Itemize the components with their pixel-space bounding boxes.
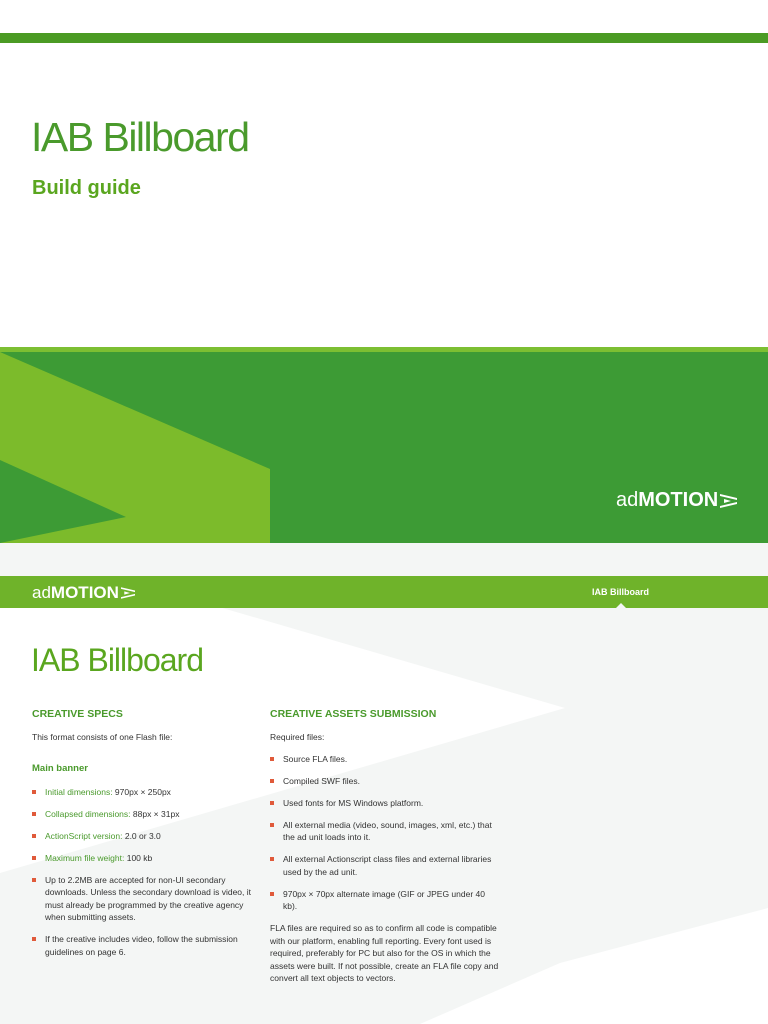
specs-list bbox=[32, 786, 257, 959]
bullet-square-icon bbox=[32, 790, 36, 794]
header-notch-indicator bbox=[616, 603, 626, 608]
required-file-text: Source FLA files. bbox=[283, 753, 348, 764]
required-file-text: Used fonts for MS Windows platform. bbox=[283, 797, 424, 808]
spec-item bbox=[32, 852, 257, 865]
main-banner-heading: Main banner bbox=[32, 763, 88, 774]
bullet-square-icon bbox=[32, 812, 36, 816]
required-files-intro: Required files: bbox=[270, 731, 325, 742]
spec-item bbox=[32, 808, 257, 821]
spec-note-text: Up to 2.2MB are accepted for non-UI secondary downloads. Unless the secondary download is video, it must already be programmed by the creative agency when submitting assets. bbox=[45, 874, 252, 922]
bullet-square-icon bbox=[32, 878, 36, 882]
required-file-text: All external media (video, sound, images, xml, etc.) that the ad unit loads into it. bbox=[283, 819, 492, 842]
spec-key: ActionScript version: bbox=[45, 830, 123, 841]
logo-ad-text: ad bbox=[32, 583, 51, 602]
creative-assets-column bbox=[270, 708, 500, 985]
logo-arrow-icon bbox=[720, 494, 737, 508]
required-file-item bbox=[270, 753, 500, 766]
spec-item bbox=[32, 786, 257, 799]
creative-specs-intro: This format consists of one Flash file: bbox=[32, 731, 173, 742]
logo-arrow-icon bbox=[121, 587, 135, 599]
logo-ad-text: ad bbox=[616, 489, 639, 511]
page-title: IAB Billboard bbox=[31, 642, 203, 678]
required-file-item bbox=[270, 819, 500, 844]
spec-note-text: If the creative includes video, follow the submission guidelines on page 6. bbox=[45, 934, 238, 957]
cover-banner bbox=[0, 347, 768, 543]
fla-requirement-note: FLA files are required so as to confirm all code is compatible with our platform, enabling full reporting. Every font used is required, preferably for PC but also for the OS in which the assets were built. If not possible, create an FLA file copy and convert all text objects to vectors. bbox=[270, 923, 499, 983]
spec-value: 970px × 250px bbox=[112, 786, 171, 797]
bullet-square-icon bbox=[270, 779, 274, 783]
cover-title: IAB Billboard bbox=[31, 114, 249, 160]
admotion-logo-large bbox=[616, 489, 737, 512]
bullet-square-icon bbox=[270, 892, 274, 896]
required-file-text: 970px × 70px alternate image (GIF or JPEG under 40 kb). bbox=[283, 888, 485, 911]
required-file-item bbox=[270, 888, 500, 913]
logo-motion-text: MOTION bbox=[638, 489, 719, 511]
bullet-square-icon bbox=[32, 937, 36, 941]
creative-specs-heading: CREATIVE SPECS bbox=[32, 708, 123, 720]
cover-subtitle: Build guide bbox=[32, 177, 141, 199]
top-green-rule bbox=[0, 33, 768, 43]
spec-key: Maximum file weight: bbox=[45, 852, 125, 863]
bullet-square-icon bbox=[270, 801, 274, 805]
spec-note bbox=[32, 933, 257, 958]
admotion-logo-small bbox=[32, 583, 135, 603]
required-file-text: All external Actionscript class files and external libraries used by the ad unit. bbox=[283, 854, 492, 877]
spec-key: Collapsed dimensions: bbox=[45, 808, 131, 819]
bullet-square-icon bbox=[32, 856, 36, 860]
bullet-square-icon bbox=[32, 834, 36, 838]
banner-graphic bbox=[0, 347, 768, 543]
required-file-item bbox=[270, 797, 500, 810]
required-files-list bbox=[270, 753, 500, 913]
spec-note bbox=[32, 874, 257, 924]
creative-specs-column bbox=[32, 708, 257, 968]
logo-motion-text: MOTION bbox=[50, 583, 119, 602]
header-section-label: IAB Billboard bbox=[592, 587, 650, 597]
spec-item bbox=[32, 830, 257, 843]
creative-assets-heading: CREATIVE ASSETS SUBMISSION bbox=[270, 708, 437, 720]
bullet-square-icon bbox=[270, 757, 274, 761]
required-file-text: Compiled SWF files. bbox=[283, 775, 360, 786]
bullet-square-icon bbox=[270, 823, 274, 827]
spec-key: Initial dimensions: bbox=[45, 786, 113, 797]
bullet-square-icon bbox=[270, 857, 274, 861]
required-file-item bbox=[270, 775, 500, 788]
required-file-item bbox=[270, 853, 500, 878]
spec-value: 88px × 31px bbox=[130, 808, 180, 819]
spec-value: 2.0 or 3.0 bbox=[122, 830, 161, 841]
spec-value: 100 kb bbox=[124, 852, 153, 863]
